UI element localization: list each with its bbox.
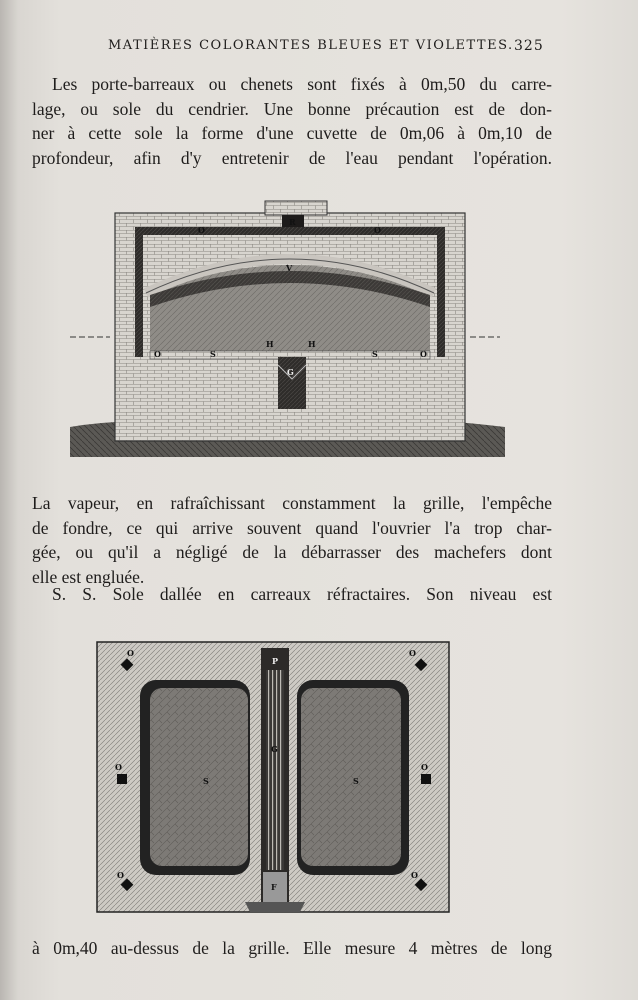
page-number: 325 [514,38,544,54]
label-o: O [127,648,134,658]
label-f: F [271,882,277,892]
label-s: S [203,776,209,786]
text-line: La vapeur, en rafraîchissant constamment la grille, l'empêche [32,493,552,513]
label-o: O [420,349,427,359]
paragraph-sole [32,582,552,607]
label-g: G [287,367,294,377]
label-o: O [409,648,416,658]
running-head: MATIÈRES COLORANTES BLEUES ET VIOLETTES. [108,38,514,53]
text-line: ner à cette sole la forme d'une cuvette de 0m,06 à 0m,10 de [32,123,552,143]
text-line: de fondre, ce qui arrive souvent quand l'ouvrier l'a trop char- [32,517,552,538]
label-s: S [353,776,359,786]
figure-furnace-plan [95,640,455,925]
text-line: S. S. Sole dallée en carreaux réfractaires. Son niveau est [52,584,552,604]
paragraph-porte-barreaux [32,72,552,170]
label-r: R [289,217,296,227]
text-line: elle est engluée. [32,566,145,587]
label-o: O [374,225,381,235]
label-s: S [372,349,378,359]
text-line: lage, ou sole du cendrier. Une bonne précaution est de don- [32,98,552,119]
page-header [0,38,638,60]
label-g: G [271,744,278,754]
label-o: O [421,762,428,772]
label-p: P [272,656,279,666]
paragraph-grille [32,936,552,961]
label-o: O [411,870,418,880]
label-o: O [198,225,205,235]
text-line: profondeur, afin d'y entretenir de l'eau pendant l'opération. [32,147,552,168]
label-h: H [308,339,316,349]
label-o: O [117,870,124,880]
text-line: à 0m,40 au-dessus de la grille. Elle mesure 4 mètres de long [32,938,552,958]
text-line: Les porte-barreaux ou chenets sont fixés à 0m,50 du carre- [52,74,552,94]
text-line: gée, ou qu'il a négligé de la débarrasser des machefers dont [32,542,552,562]
paragraph-vapeur [32,491,552,589]
label-o: O [115,762,122,772]
label-o: O [154,349,161,359]
label-h: H [266,339,274,349]
label-v: V [286,263,293,273]
figure-furnace-section [70,195,505,465]
label-s: S [210,349,216,359]
